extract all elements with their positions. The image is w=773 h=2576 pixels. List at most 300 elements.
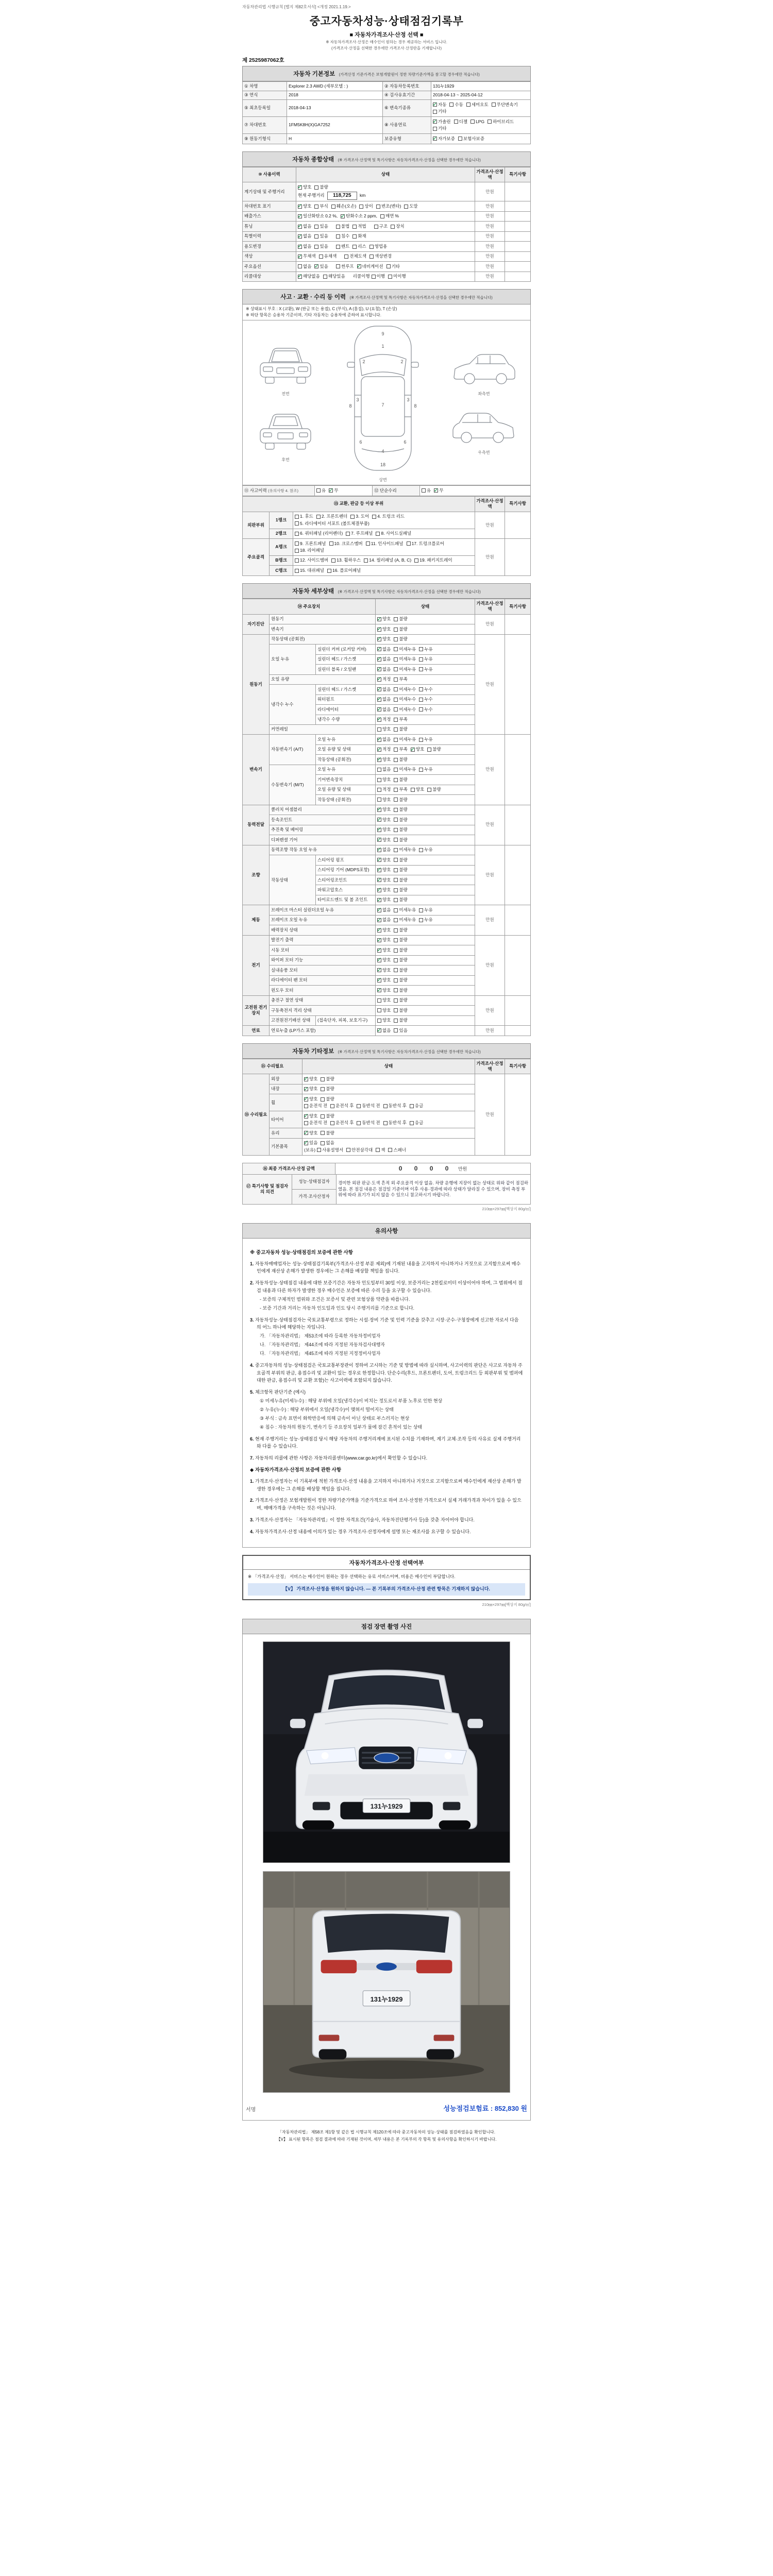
device-part: 실린더 헤드 / 가스켓 — [316, 654, 376, 664]
checkbox-unchecked — [394, 667, 416, 672]
item-state — [296, 201, 475, 211]
notices-title: 유의사항 — [375, 1228, 398, 1234]
checkbox-label: 불량 — [399, 877, 408, 883]
checkbox-unchecked — [314, 233, 328, 239]
detail-header-price: 가격조사·산정액 — [475, 599, 505, 614]
diagram-part-number: 2 — [400, 359, 404, 364]
device-part: 오일 유량 및 상태 — [316, 785, 376, 794]
option-group — [433, 119, 517, 131]
checkbox-icon: ✓ — [377, 696, 382, 703]
checkbox-label: 누수 — [424, 686, 433, 692]
option-group — [298, 233, 331, 239]
checkbox-label: 불량 — [432, 787, 441, 792]
note-cell — [505, 539, 531, 576]
checkbox-icon — [298, 264, 302, 268]
device-item: 동력조향 작동 오일 누유 — [270, 845, 376, 855]
option-line — [298, 223, 473, 230]
checkbox-label: 자가보증 — [438, 135, 455, 141]
device-item: 변속기 — [270, 624, 376, 634]
usage-history-row — [243, 182, 531, 201]
checkbox-label: 불량 — [399, 1018, 408, 1023]
checkbox-icon — [386, 264, 391, 268]
opinion-section-label: ⑰ 특기사항 및 점검자의 의견 — [243, 1174, 292, 1204]
checkbox-checked — [377, 827, 391, 833]
device-state — [376, 995, 475, 1005]
checkbox-icon — [419, 647, 423, 651]
detail-title-bar — [242, 583, 531, 599]
checkbox-icon — [314, 185, 318, 190]
option-group — [377, 697, 436, 702]
final-price-value-cell — [335, 1163, 531, 1174]
left-side-view-label: 좌측면 — [478, 391, 490, 396]
option-group — [304, 1096, 338, 1101]
comprehensive-table — [242, 167, 531, 282]
checkbox-checked — [304, 1076, 317, 1082]
checkbox-unchecked — [383, 1103, 407, 1109]
checkbox-label: 1. 후드 — [300, 514, 313, 519]
notice-subitem: - 보증의 구체적인 범위와 조건은 보증서 및 관련 보험상품 약관을 따릅니다. — [260, 1296, 410, 1302]
checkbox-label: 불량 — [326, 1086, 334, 1092]
option-group — [377, 757, 411, 762]
checkbox-icon — [394, 898, 398, 902]
checkbox-unchecked — [346, 531, 373, 536]
checkbox-unchecked — [316, 488, 326, 494]
device-item: 작동상태 (공회전) — [270, 634, 376, 644]
checkbox-icon: ✓ — [377, 806, 382, 813]
checkbox-unchecked — [394, 847, 416, 853]
option-group — [377, 656, 436, 662]
car-right-side-drawing — [450, 409, 518, 446]
checkbox-label: 적정 — [382, 787, 391, 792]
field-label: ④ 검사유효기간 — [383, 91, 431, 99]
diagram-part-number: 8 — [349, 403, 352, 409]
item-state — [296, 231, 475, 241]
checkbox-unchecked — [419, 767, 432, 772]
device-part: 스티어링조인트 — [316, 875, 376, 885]
checkbox-label: 부식 — [320, 203, 328, 209]
checkbox-icon — [383, 1104, 388, 1108]
etc-title: 자동차 기타정보 — [292, 1048, 334, 1055]
diagram-part-number: 1 — [381, 343, 384, 349]
detail-title-note: (※ 가격조사·산정액 및 특기사항은 자동차가격조사·산정을 선택한 경우에만 적습니다) — [338, 589, 481, 594]
checkbox-icon: ✓ — [304, 1086, 309, 1092]
checkbox-label: 보험사보증 — [463, 135, 484, 141]
price-cell: 만원 — [475, 222, 505, 231]
checkbox-unchecked — [458, 136, 484, 142]
checkbox-icon — [331, 205, 335, 209]
field-label: ⑥ 변속기종류 — [383, 100, 431, 117]
final-price-label: ⑯ 최종 가격조사·산정 금액 — [243, 1163, 335, 1174]
note-cell — [505, 845, 531, 905]
option-group — [377, 897, 411, 902]
checkbox-icon — [319, 255, 323, 259]
checkbox-label: 불량 — [399, 616, 408, 622]
checkbox-icon — [410, 1104, 414, 1108]
notices-section-1-title: ※ 중고자동차 성능·상태점검의 보증에 관한 사항 — [250, 1249, 353, 1256]
price-cell: 만원 — [475, 539, 505, 576]
checkbox-icon: ✓ — [297, 223, 303, 230]
checkbox-icon — [466, 103, 470, 107]
checkbox-icon: ✓ — [377, 666, 382, 672]
checkbox-icon — [366, 541, 370, 546]
option-group — [377, 867, 411, 872]
checkbox-icon — [376, 1148, 380, 1152]
checkbox-label: 양호 — [382, 947, 391, 953]
option-group — [304, 1103, 426, 1108]
comprehensive-title-bar — [242, 151, 531, 167]
checkbox-icon — [492, 103, 496, 107]
checkbox-icon — [419, 738, 423, 742]
checkbox-unchecked — [433, 126, 446, 131]
checkbox-checked — [304, 1140, 317, 1146]
checkbox-icon — [433, 127, 437, 131]
checkbox-unchecked — [329, 541, 363, 547]
checkbox-unchecked — [314, 204, 328, 209]
device-state — [376, 855, 475, 865]
checkbox-unchecked — [295, 548, 324, 553]
device-state — [376, 614, 475, 624]
checkbox-label: 무채색 — [303, 253, 316, 259]
checkbox-label: 침수 — [341, 233, 350, 239]
price-cell: 만원 — [475, 272, 505, 281]
rear-view-label: 후면 — [281, 457, 290, 462]
device-item: 원동기 — [270, 614, 376, 624]
device-state — [376, 705, 475, 715]
device-state — [376, 865, 475, 875]
checkbox-unchecked — [394, 988, 407, 993]
notices-title-bar — [242, 1223, 531, 1239]
footer-line-1: 「자동차관리법」 제58조 제1항 및 같은 법 시행규칙 제120조에 따라 중고자동차의 성능·상태를 점검하였음을 확인합니다. — [277, 2129, 495, 2134]
device-state — [376, 724, 475, 734]
checkbox-label: 미세누유 — [399, 656, 416, 662]
checkbox-unchecked — [336, 244, 349, 249]
ford-badge-rear — [376, 1962, 397, 1971]
section-price-choice — [242, 1555, 531, 1607]
option-group — [304, 1086, 338, 1091]
checkbox-checked — [304, 1096, 317, 1102]
checkbox-label: 일산화탄소 — [303, 213, 325, 219]
checkbox-label: 양호 — [382, 616, 391, 622]
checkbox-label: 없음 — [382, 666, 391, 672]
etc-info-table — [242, 1059, 531, 1156]
checkbox-icon — [411, 788, 415, 792]
checkbox-icon: ✓ — [314, 263, 320, 269]
checkbox-icon: ✓ — [432, 135, 438, 142]
checkbox-unchecked — [394, 968, 407, 973]
note-cell — [505, 735, 531, 805]
price-cell: 만원 — [475, 242, 505, 251]
price-cell: 만원 — [475, 182, 505, 201]
checkbox-label: 10. 크로스멤버 — [334, 540, 363, 546]
checkbox-unchecked — [321, 1096, 334, 1102]
item-name: 색상 — [243, 251, 296, 261]
option-line — [304, 1086, 473, 1092]
checkbox-unchecked — [336, 264, 354, 269]
option-group — [377, 1018, 411, 1023]
checkbox-icon — [394, 748, 398, 752]
insurance-fee-label: 성능점검보험료 : — [443, 2104, 493, 2112]
checkbox-label: 기타 — [438, 109, 447, 114]
field-value: 2018-04-13 ~ 2025-04-12 — [431, 91, 531, 99]
checkbox-icon — [419, 667, 423, 671]
device-item: 오일 유량 — [270, 674, 376, 684]
option-group — [377, 937, 411, 942]
note-cell — [505, 905, 531, 935]
checkbox-unchecked — [449, 102, 463, 108]
device-state — [376, 885, 475, 895]
etc-header-group: ⑮ 수리필요 — [243, 1059, 303, 1074]
checkbox-icon: ✓ — [377, 706, 382, 713]
option-group — [377, 1028, 411, 1033]
checkbox-label: 없음 — [382, 646, 391, 652]
note-cell — [505, 251, 531, 261]
checkbox-unchecked — [394, 767, 416, 772]
option-group — [377, 877, 411, 882]
checkbox-icon — [394, 758, 398, 762]
checkbox-icon — [391, 225, 395, 229]
checkbox-checked — [377, 717, 391, 722]
option-group — [304, 1140, 338, 1145]
device-item: 추진축 및 베어링 — [270, 825, 376, 835]
checkbox-label: 양호 — [382, 1007, 391, 1013]
checkbox-icon: ✓ — [377, 977, 382, 984]
checkbox-unchecked — [377, 787, 391, 792]
checkbox-unchecked — [388, 1147, 406, 1153]
checkbox-unchecked — [394, 717, 407, 722]
notices-section-2-item — [250, 1516, 523, 1524]
device-part: 라디에이터 — [316, 705, 376, 715]
signature-row — [243, 2101, 530, 2118]
device-row — [243, 845, 531, 855]
checkbox-icon — [422, 488, 426, 493]
checkbox-unchecked — [327, 568, 361, 573]
checkbox-unchecked — [394, 787, 407, 792]
checkbox-unchecked — [419, 917, 432, 923]
checkbox-unchecked — [394, 777, 407, 783]
checkbox-unchecked — [419, 907, 432, 913]
paper-size-note-2: 210㎜×297㎜[백상지 80g/㎡] — [482, 1602, 531, 1607]
checkbox-icon: ✓ — [377, 826, 382, 833]
header-note-2: (가격조사·산정을 선택한 경우에만 가격조사·산정란을 기재합니다) — [331, 46, 442, 51]
checkbox-icon — [394, 718, 398, 722]
checkbox-unchecked — [411, 787, 424, 792]
notice-subitem: - 보증 기간과 거리는 자동차 인도일과 인도 당시 주행거리를 기준으로 합니다. — [260, 1305, 415, 1311]
checkbox-unchecked — [488, 119, 514, 125]
checkbox-icon — [394, 667, 398, 671]
checkbox-label: 양호 — [415, 787, 425, 792]
checkbox-unchecked — [377, 777, 391, 783]
checkbox-unchecked — [394, 726, 407, 732]
zone-label: 주요골격 — [243, 539, 270, 576]
checkbox-unchecked — [330, 1103, 354, 1109]
checkbox-icon — [383, 1121, 388, 1125]
checkbox-checked — [377, 737, 391, 742]
checkbox-unchecked — [369, 244, 388, 249]
checkbox-unchecked — [394, 897, 407, 903]
checkbox-icon — [377, 1008, 381, 1012]
option-group — [377, 717, 411, 722]
checkbox-label: 16. 플로어패널 — [332, 567, 361, 573]
section-photos — [242, 1619, 531, 2121]
notice-number: 3. — [250, 1517, 256, 1523]
checkbox-label: 수동 — [455, 101, 463, 107]
item-state — [296, 242, 475, 251]
checkbox-label: 네비게이션 — [362, 263, 383, 269]
item-name: 용도변경 — [243, 242, 296, 251]
checkbox-icon: ✓ — [304, 1076, 309, 1082]
checkbox-icon — [394, 707, 398, 711]
rank-parts — [293, 529, 475, 538]
accident-title: 사고 · 교환 · 수리 등 이력 — [280, 294, 346, 301]
checkbox-label: 없음 — [303, 233, 312, 239]
checkbox-value: 0.2 %, — [325, 213, 338, 219]
price-cell: 만원 — [475, 512, 505, 538]
checkbox-unchecked — [419, 647, 432, 652]
device-state — [376, 805, 475, 815]
checkbox-unchecked — [422, 488, 431, 494]
checkbox-icon — [454, 120, 458, 124]
device-state — [376, 775, 475, 785]
field-value: 2018 — [287, 91, 383, 99]
diagram-top-view — [344, 323, 422, 483]
checkbox-label: 불량 — [399, 626, 408, 632]
checkbox-unchecked — [352, 233, 366, 239]
option-group — [377, 777, 411, 782]
checkbox-icon — [394, 958, 398, 962]
checkbox-label: 미이행 — [393, 274, 406, 279]
rank-parts — [293, 512, 475, 529]
checkbox-icon: ✓ — [377, 836, 382, 843]
field-label: ① 차명 — [243, 82, 287, 91]
checkbox-icon — [394, 1028, 398, 1032]
notice-text: 자동차의 리콜에 관한 사항은 자동차리콜센터(www.car.go.kr)에서 확인할 수 있습니다. — [255, 1455, 428, 1461]
note-cell — [505, 201, 531, 211]
checkbox-unchecked — [377, 997, 391, 1003]
checkbox-unchecked — [377, 1018, 391, 1023]
checkbox-icon — [407, 541, 411, 546]
checkbox-unchecked — [394, 656, 416, 662]
checkbox-icon — [394, 968, 398, 972]
checkbox-checked — [304, 1130, 317, 1136]
notices-section-1-item — [250, 1454, 523, 1462]
checkbox-icon — [376, 205, 380, 209]
option-group — [377, 927, 411, 933]
note-cell — [505, 935, 531, 995]
device-item: 등속조인트 — [270, 815, 376, 825]
checkbox-label: 불량 — [399, 756, 408, 762]
checkbox-unchecked — [331, 204, 357, 209]
checkbox-checked — [377, 917, 391, 923]
device-state — [376, 1015, 475, 1025]
checkbox-checked — [377, 817, 391, 823]
checkbox-icon — [419, 848, 423, 852]
item-name: 특별이력 — [243, 231, 296, 241]
checkbox-icon: ✓ — [377, 896, 382, 903]
item-state — [296, 222, 475, 231]
repair-item-name: 외장 — [270, 1074, 303, 1084]
device-row — [243, 935, 531, 945]
price-choice-box — [242, 1555, 531, 1600]
option-group — [377, 977, 411, 982]
checkbox-icon: ✓ — [297, 213, 303, 219]
ranks-header-note: 특기사항 — [505, 496, 531, 512]
option-line — [304, 1113, 473, 1120]
price-cell: 만원 — [475, 231, 505, 241]
checkbox-icon: ✓ — [377, 656, 382, 663]
notices-section-1-item — [250, 1435, 523, 1451]
checkbox-checked — [304, 1086, 317, 1092]
repair-item-name: 타이어 — [270, 1111, 303, 1128]
simple-repair-label: ⑫ 단순수리 — [373, 486, 420, 496]
checkbox-icon — [394, 808, 398, 812]
notices-section-2-item — [250, 1528, 523, 1536]
repair-item-name: 휠 — [270, 1094, 303, 1111]
field-label: ⑨ 원동기형식 — [243, 134, 287, 144]
device-state — [376, 665, 475, 674]
checkbox-label: 없음 — [382, 907, 391, 912]
checkbox-label: 있음 — [399, 1027, 408, 1033]
checkbox-unchecked — [314, 184, 328, 190]
checkbox-checked — [377, 626, 391, 632]
checkbox-unchecked — [394, 737, 416, 742]
checkbox-label: 없음 — [303, 263, 312, 269]
checkbox-unchecked — [391, 224, 404, 229]
checkbox-icon — [359, 205, 363, 209]
checkbox-unchecked — [321, 1086, 334, 1092]
checkbox-unchecked — [404, 204, 417, 209]
checkbox-label: 없음 — [382, 686, 391, 692]
device-state — [376, 654, 475, 664]
checkbox-icon — [316, 488, 321, 493]
checkbox-unchecked — [321, 1113, 334, 1119]
checkbox-label: 불량 — [326, 1076, 334, 1081]
checkbox-label: 불량 — [399, 867, 408, 873]
checkbox-icon — [329, 541, 333, 546]
device-state — [376, 785, 475, 794]
checkbox-unchecked — [380, 213, 399, 219]
repair-item-name: 기본품목 — [270, 1138, 303, 1155]
price-cell: 만원 — [475, 1074, 505, 1155]
device-state — [376, 975, 475, 985]
checkbox-icon — [419, 698, 423, 702]
notice-number: 4. — [250, 1529, 256, 1534]
checkbox-label: 미세누유 — [399, 917, 416, 923]
checkbox-icon: ✓ — [377, 736, 382, 743]
checkbox-label: 없음 — [382, 656, 391, 662]
notice-text: 가격조사·산정자는 이 기록부에 적힌 가격조사·산정 내용을 고지하지 아니하거나 거짓으로 고지함으로써 매수인에게 재산상 손해가 발생한 경우에는 그 손해를 배상할 책임을 집니다. — [255, 1478, 522, 1492]
checkbox-label: 동반석 후 — [388, 1120, 407, 1126]
checkbox-checked — [411, 747, 424, 752]
accident-history-table — [242, 485, 531, 496]
final-price-table — [242, 1163, 531, 1175]
diagram-front-view — [255, 343, 316, 397]
option-group — [298, 184, 331, 190]
photos-title: 점검 장면 촬영 사진 — [361, 1623, 412, 1630]
checkbox-icon — [377, 727, 381, 732]
license-plate-front: 131누1929 — [370, 1802, 403, 1810]
rank-label: A랭크 — [270, 539, 293, 556]
notice-subitem: ① 미세누유(미세누수) : 해당 부위에 오일(냉각수)이 비치는 정도로서 부품 노후로 인한 현상 — [260, 1398, 443, 1404]
checkbox-label: 불량 — [399, 887, 408, 892]
checkbox-icon: ✓ — [377, 957, 382, 963]
checkbox-icon: ✓ — [432, 118, 438, 125]
checkbox-icon — [327, 569, 331, 573]
checkbox-unchecked — [394, 747, 407, 752]
checkbox-checked — [377, 857, 391, 863]
checkbox-label: 디젤 — [459, 118, 468, 124]
device-state — [376, 674, 475, 684]
option-line — [298, 233, 473, 240]
